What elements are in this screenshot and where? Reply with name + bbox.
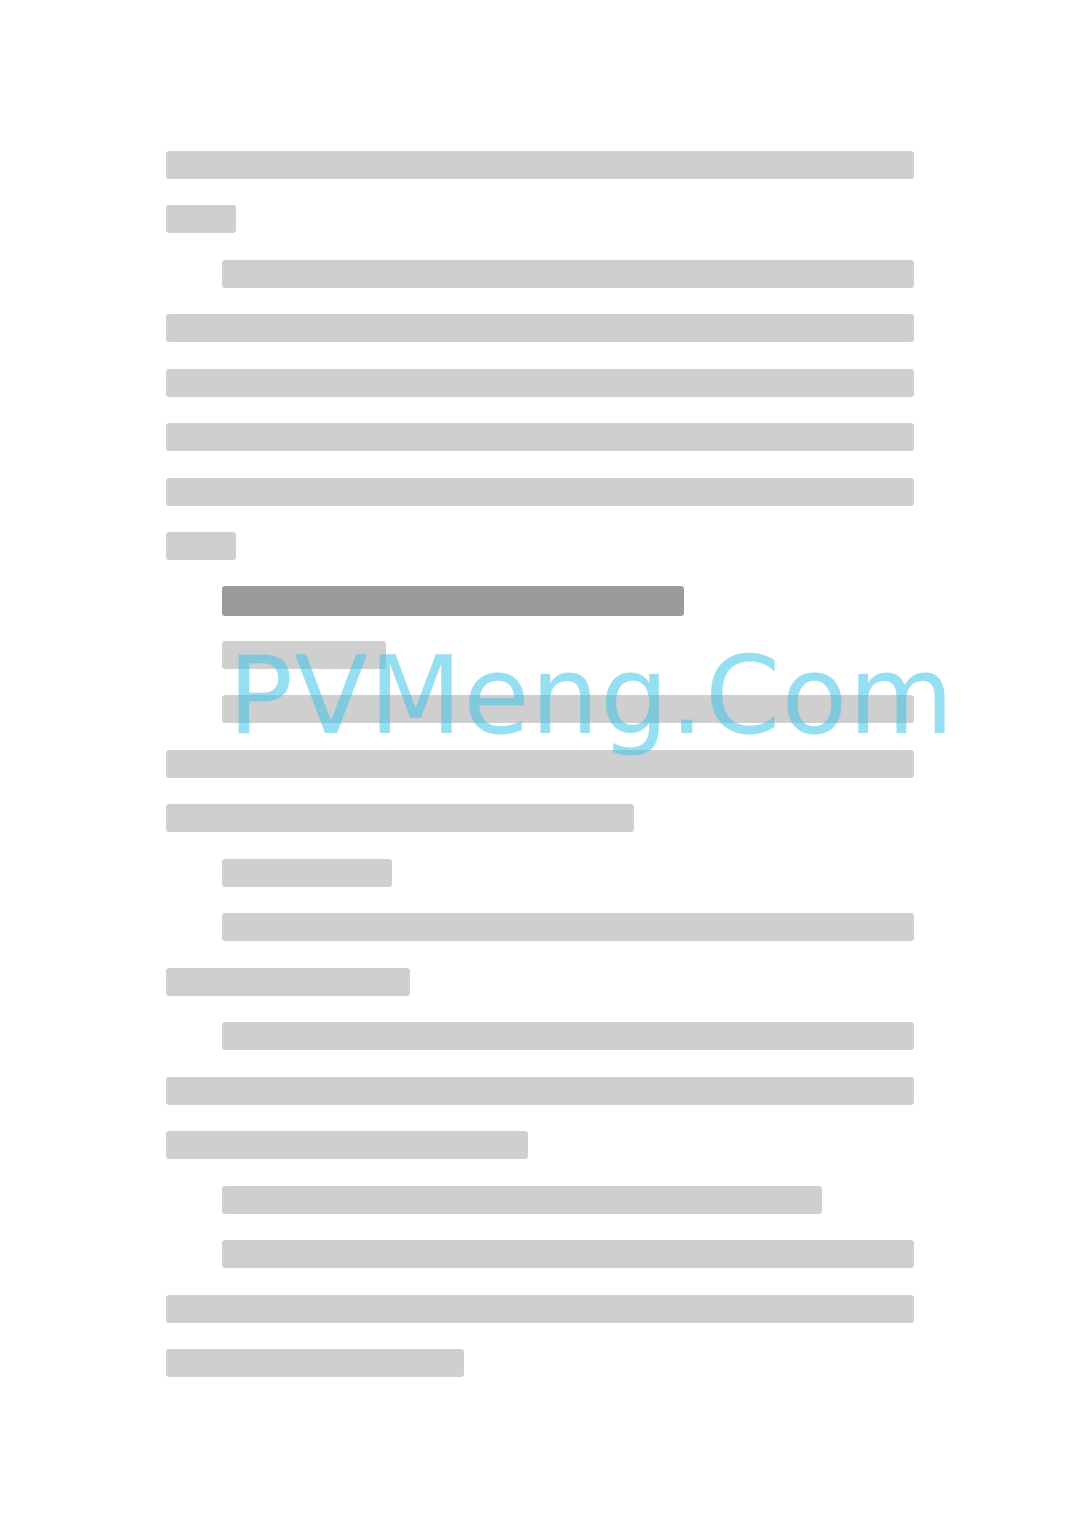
text-line — [166, 968, 410, 996]
text-line — [166, 151, 914, 179]
text-line — [222, 1022, 914, 1050]
text-line — [222, 1240, 914, 1268]
watermark: PVMeng.Com — [228, 634, 955, 759]
text-line — [222, 913, 914, 941]
text-line — [166, 205, 236, 233]
text-line — [222, 260, 914, 288]
text-line — [166, 1349, 464, 1377]
text-line — [166, 314, 914, 342]
text-line — [166, 369, 914, 397]
text-line — [166, 804, 634, 832]
text-line — [222, 1186, 822, 1214]
text-line — [222, 859, 392, 887]
text-line — [166, 1295, 914, 1323]
text-line — [166, 423, 914, 451]
text-line — [166, 532, 236, 560]
text-line — [166, 1131, 528, 1159]
section-heading — [222, 586, 684, 616]
text-line — [166, 1077, 914, 1105]
text-line — [166, 478, 914, 506]
